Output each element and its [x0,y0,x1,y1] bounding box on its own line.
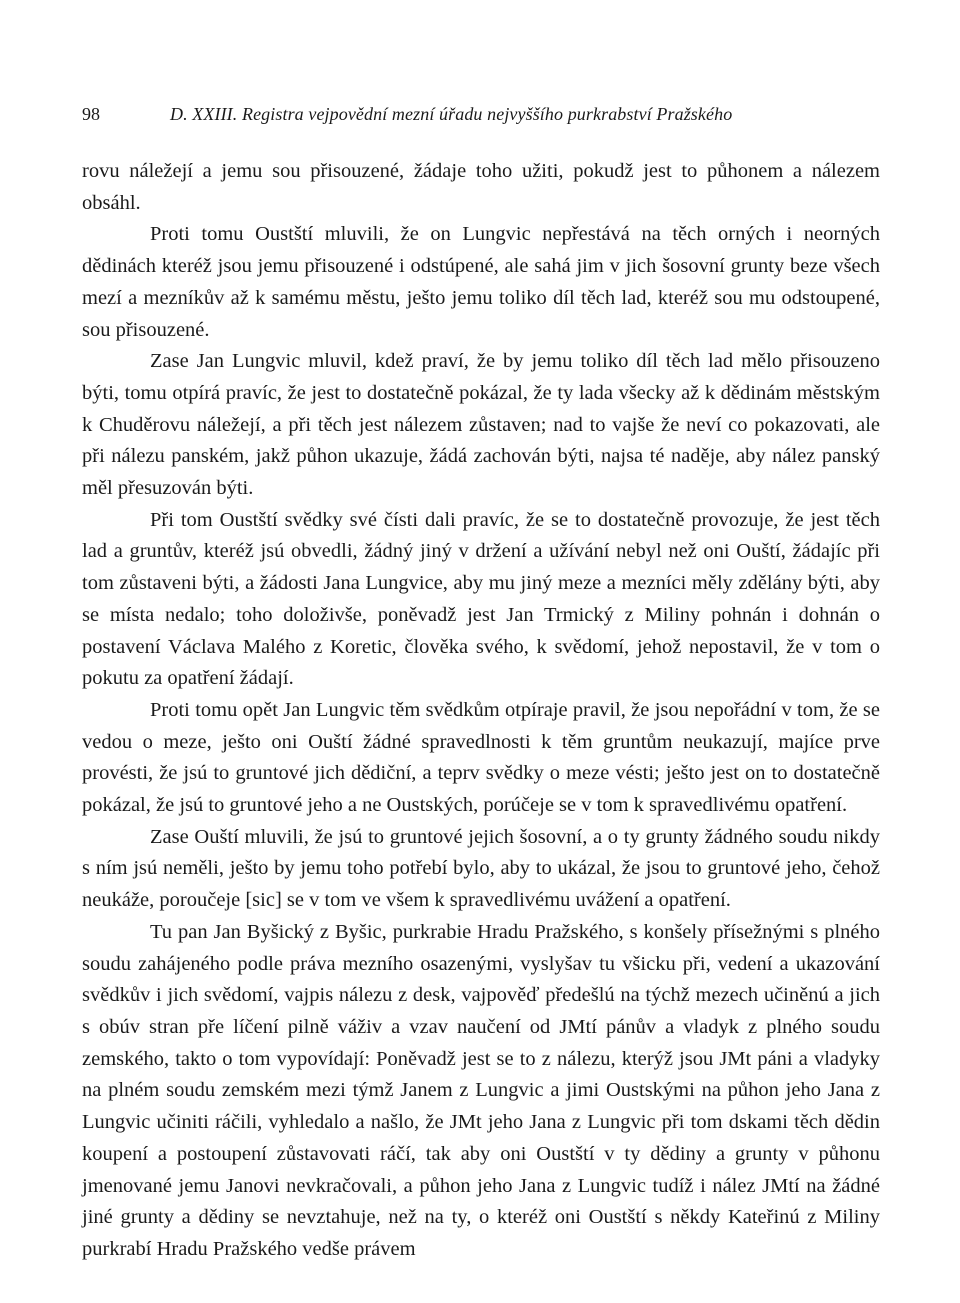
paragraph: Zase Jan Lungvic mluvil, kdež praví, že by jemu toliko díl těch lad mělo přisouzeno býti, tomu otpírá pravíc, že jest to dostatečně pokázal, že ty lada všecky až k dědinám městským k Chuděrovu náležejí, a při těch jest nálezem zůstaven; nad to vajše že neví co pokazovati, ale při nálezu panském, jakž půhon ukazuje, žádá zachován býti, najsa té naděje, aby nález panský měl přesuzován býti. [82,350,880,500]
paragraph-continuation: rovu náležejí a jemu sou přisouzené, žádaje toho užiti, pokudž jest to půhonem a nálezem obsáhl. [82,160,880,214]
paragraph: Tu pan Jan Byšický z Byšic, purkrabie Hradu Pražského, s konšely přísežnými s plného soudu zahájeného podle práva mezního osazenými, vyslyšav tu všicku při, vedení a ukazování svědkův i jich svědomí, vajpis nálezu z desk, vajpověď předešlú na týchž mezech učiněnú a jich s obúv stran pře líčení pilně váživ a vzav naučení od JMtí pánův a vladyk z plného soudu zemského, takto o tom vypovídají: Poněvadž jest se to z nálezu, kterýž jsou JMt páni a vladyky na plném soudu zemském mezi týmž Janem z Lungvic a jimi Oustskými na půhon jeho Jana z Lungvic učiniti ráčili, vyhledalo a našlo, že JMt jeho Jana z Lungvic při tom dskami těch dědin koupení a postoupení zůstavovati ráčí, tak aby oni Oustští v ty dědiny a grunty v půhonu jmenované jemu Janovi nevkračovali, a půhon jeho Jana z Lungvic tudíž i nález JMtí na žádné jiné grunty a dědiny se nevztahuje, než na ty, o kteréž oni Oustští s někdy Kateřinú z Miliny purkrabí Hradu Pražského vedše právem [82,920,880,1260]
page-header [82,100,880,132]
page-number: 98 [82,104,100,124]
document-page [82,100,880,1266]
paragraph: Proti tomu opět Jan Lungvic těm svědkům otpíraje pravil, že jsou nepořádní v tom, že se vedou o meze, ješto oni Ouští žádné spravedlnosti k těm gruntům neukazují, majíce prve provésti, že jsú to gruntové jich dědiční, a teprv svědky o meze vésti; ješto jest on to dostatečně pokázal, že jsú to gruntové jeho a ne Oustských, porúčeje se v tom k spravedlivému opatření. [82,698,880,817]
body-text [82,156,880,1266]
paragraph: Zase Ouští mluvili, že jsú to gruntové jejich šosovní, a o ty grunty žádného soudu nikdy s ním jsú neměli, ješto by jemu toho potřebí bylo, aby to ukázal, že jsou to gruntové jeho, čehož neukáže, poroučeje [sic] se v tom ve všem k spravedlivému uvážení a opatření. [82,825,880,912]
paragraph: Proti tomu Oustští mluvili, že on Lungvic nepřestává na těch orných i neorných dědinách kteréž jsou jemu přisouzené i odstúpené, ale sahá jim v jich šosovní grunty beze všech mezí a mezníkův až k samému městu, ješto jemu toliko díl těch lad, kteréž sou mu odstoupené, sou přisouzené. [82,223,880,341]
paragraph: Při tom Oustští svědky své čísti dali pravíc, že se to dostatečně provozuje, že jest těch lad a gruntův, kteréž jsú obvedli, žádný jiný v držení a užívání nebyl než oni Ouští, žádajíc při tom zůstaveni býti, a žádosti Jana Lungvice, aby mu jiný meze a mezníci měly zdělány býti, aby se místa nedalo; toho doloživše, poněvadž jest Jan Trmický z Miliny pohnán i dohnán o postavení Václava Malého z Koretic, člověka svého, k svědomí, jehož nepostavil, že v tom o pokutu za opatření žádají. [82,508,880,690]
running-title: D. XXIII. Registra vejpovědní mezní úřadu nejvyššího purkrabství Pražského [170,104,733,124]
